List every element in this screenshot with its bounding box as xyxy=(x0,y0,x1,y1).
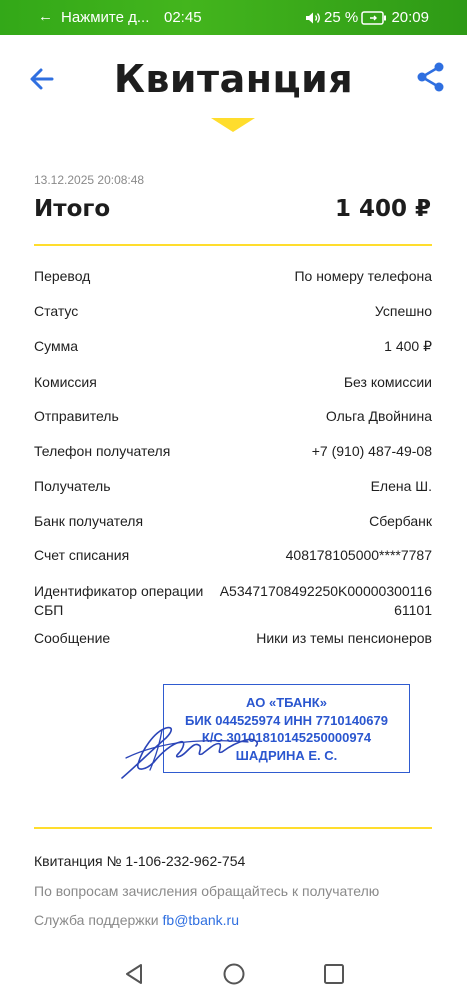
stamp-line: АО «ТБАНК» xyxy=(246,695,327,710)
detail-value: Елена Ш. xyxy=(370,478,432,494)
divider xyxy=(34,244,432,246)
detail-label: Получатель xyxy=(34,478,111,494)
detail-label: Отправитель xyxy=(34,408,119,424)
clock: 20:09 xyxy=(391,9,429,26)
detail-value: Ники из темы пенсионеров xyxy=(256,630,432,646)
detail-label: Счет списания xyxy=(34,547,130,563)
detail-value: По номеру телефона xyxy=(294,268,432,284)
stamp-line: К/С 30101810145250000974 xyxy=(201,730,372,745)
header xyxy=(0,35,467,130)
detail-label: Сумма xyxy=(34,338,78,354)
receipt-number-value: № 1-106-232-962-754 xyxy=(106,853,246,869)
total-value: 1 400 ₽ xyxy=(334,196,431,222)
signature-icon xyxy=(116,712,266,786)
detail-value: Сбербанк xyxy=(369,513,432,529)
receipt-datetime: 13.12.2025 20:08:48 xyxy=(34,173,145,187)
support-email-link[interactable]: fb@tbank.ru xyxy=(162,912,239,928)
detail-value: 1 400 ₽ xyxy=(384,338,432,354)
detail-label: Перевод xyxy=(34,268,91,284)
yellow-pointer xyxy=(211,118,255,132)
detail-label: Телефон получателя xyxy=(34,443,171,459)
detail-value: Без комиссии xyxy=(343,374,432,390)
status-bar xyxy=(0,0,467,35)
detail-value: A53471708492250K00000300116 61101 xyxy=(219,583,432,618)
battery-icon xyxy=(361,11,387,25)
volume-icon xyxy=(305,11,321,25)
stamp-line: ШАДРИНА Е. С. xyxy=(235,747,338,763)
notification-text[interactable]: Нажмите д... xyxy=(61,9,150,26)
page-title: Квитанция xyxy=(113,57,354,101)
total-label: Итого xyxy=(34,196,111,222)
detail-label: Идентификатор операции СБП xyxy=(34,583,204,618)
receipt-number-label: Квитанция xyxy=(34,853,103,869)
detail-value: Успешно xyxy=(374,303,432,319)
nav-recents-icon[interactable] xyxy=(322,962,346,986)
divider xyxy=(34,827,432,829)
call-timer: 02:45 xyxy=(164,9,202,26)
detail-value: 408178105000****7787 xyxy=(285,547,432,563)
detail-label: Сообщение xyxy=(34,630,111,646)
detail-label: Банк получателя xyxy=(34,513,144,529)
share-icon[interactable] xyxy=(415,61,447,93)
detail-label: Комиссия xyxy=(34,374,97,390)
nav-back-icon[interactable] xyxy=(122,962,146,986)
recipient-note: По вопросам зачисления обращайтесь к получателю xyxy=(34,883,380,899)
back-arrow-icon[interactable]: ← xyxy=(38,8,53,25)
detail-value: +7 (910) 487-49-08 xyxy=(311,443,432,459)
support-line xyxy=(34,912,239,928)
detail-label: Статус xyxy=(34,303,79,319)
stamp-line: БИК 044525974 ИНН 7710140679 xyxy=(185,712,388,728)
support-label: Служба поддержки xyxy=(34,912,159,928)
receipt-number xyxy=(34,853,245,869)
battery-percent: 25 % xyxy=(324,9,359,26)
detail-value: Ольга Двойнина xyxy=(325,408,432,424)
system-nav-bar xyxy=(0,945,467,1000)
nav-home-icon[interactable] xyxy=(222,962,246,986)
